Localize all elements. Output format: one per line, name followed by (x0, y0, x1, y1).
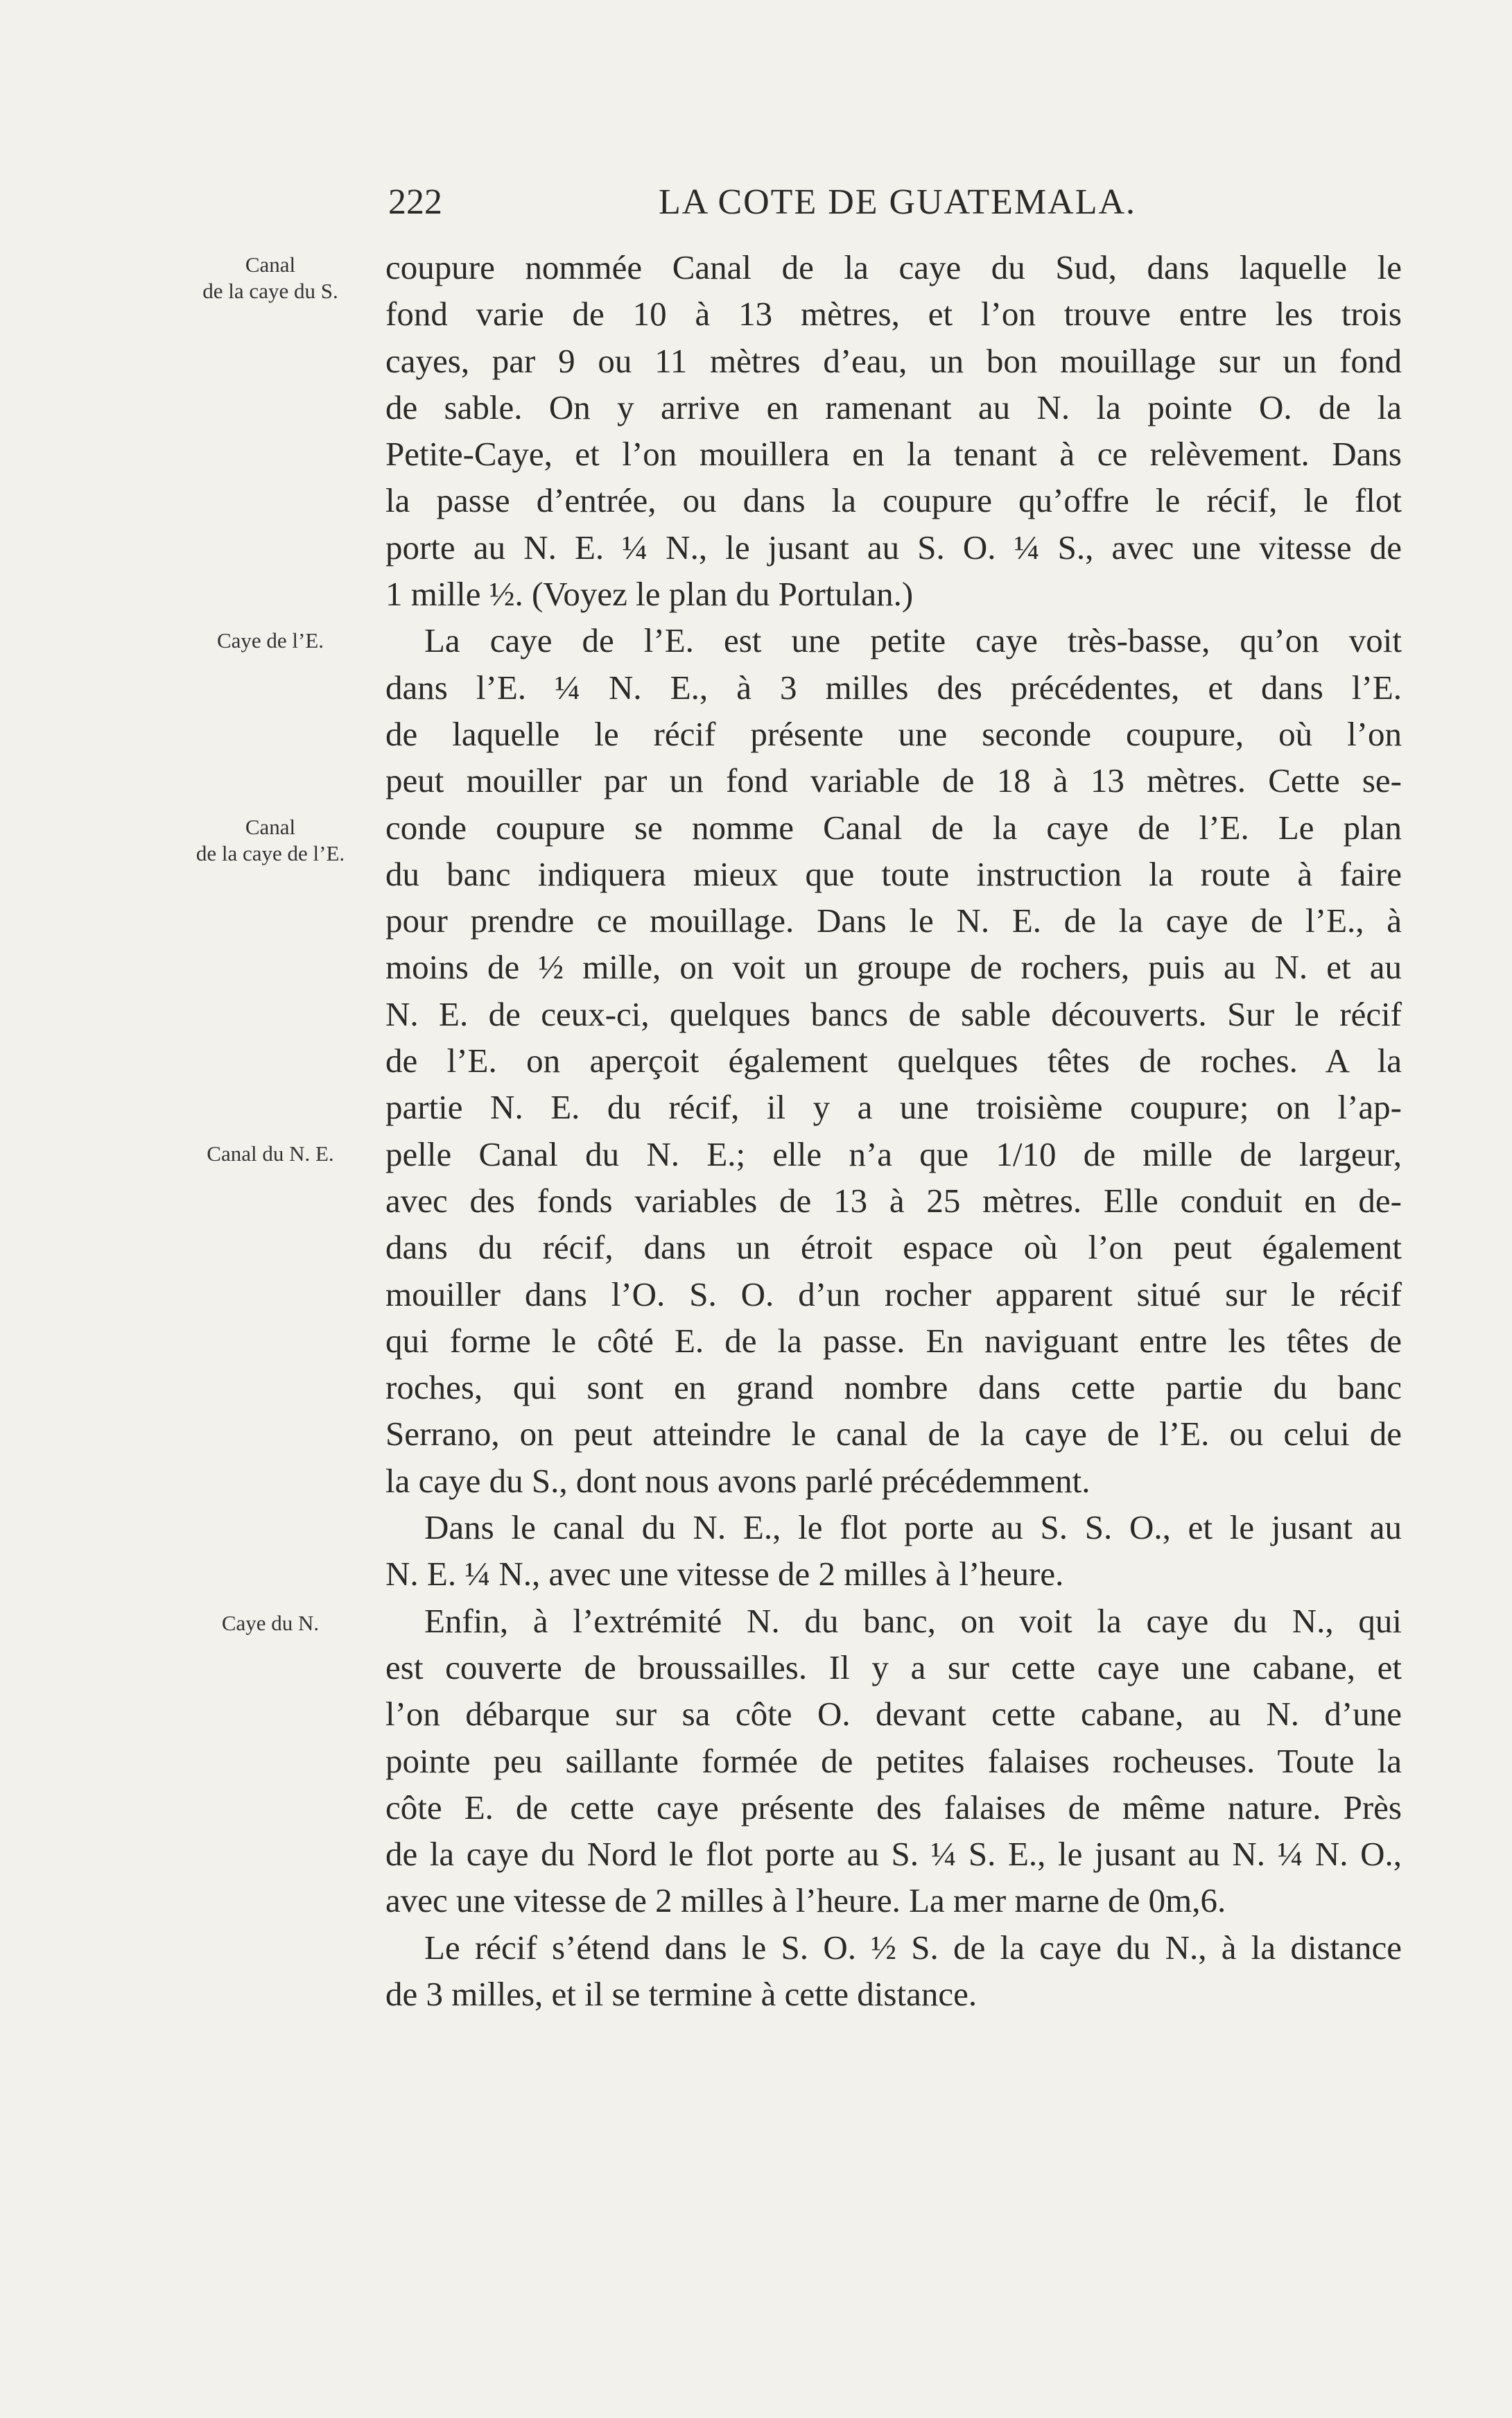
text-line: la caye du S., dont nous avons parlé précédemment. (385, 1461, 1090, 1500)
text-line: dans du récif, dans un étroit espace où l’on peut également (385, 1228, 1402, 1267)
text-line: N. E. de ceux-ci, quelques bancs de sable découverts. Sur le récif (385, 994, 1402, 1033)
text-line: la passe d’entrée, ou dans la coupure qu’offre le récif, le flot (385, 481, 1402, 520)
body-text (385, 244, 1402, 2017)
text-line: mouiller dans l’O. S. O. d’un rocher apparent situé sur le récif (385, 1275, 1402, 1313)
margin-note-caye-nord (156, 1610, 385, 1637)
text-line: Dans le canal du N. E., le flot porte au S. S. O., et le jusant au (424, 1508, 1402, 1547)
page-header (388, 182, 1400, 223)
margin-note-canal-caye-sud (156, 252, 385, 304)
text-line: partie N. E. du récif, il y a une troisième coupure; on l’ap- (385, 1088, 1402, 1127)
text-line: pointe peu saillante formée de petites falaises rocheuses. Toute la (385, 1741, 1402, 1780)
text-line: de 3 milles, et il se termine à cette distance. (385, 1974, 977, 2013)
margin-note-caye-est (156, 628, 385, 654)
text-line: Serrano, on peut atteindre le canal de la caye de l’E. ou celui de (385, 1415, 1402, 1453)
text-line: pelle Canal du N. E.; elle n’a que 1/10 de mille de largeur, (385, 1134, 1402, 1173)
text-line: moins de ½ mille, on voit un groupe de rochers, puis au N. et au (385, 948, 1402, 987)
text-line: l’on débarque sur sa côte O. devant cette cabane, au N. d’une (385, 1695, 1402, 1734)
margin-note-line: Canal (245, 815, 296, 839)
text-line: N. E. ¼ N., avec une vitesse de 2 milles à l’heure. (385, 1555, 1064, 1594)
text-line: de l’E. on aperçoit également quelques têtes de roches. A la (385, 1042, 1402, 1080)
margin-note-line: Canal du N. E. (207, 1141, 334, 1166)
text-line: côte E. de cette caye présente des falaises de même nature. Près (385, 1788, 1402, 1827)
margin-note-line: de la caye du S. (202, 279, 338, 303)
text-line: La caye de l’E. est une petite caye très-basse, qu’on voit (424, 621, 1402, 660)
text-line: Le récif s’étend dans le S. O. ½ S. de la caye du N., à la distance (424, 1928, 1402, 1967)
text-line: dans l’E. ¼ N. E., à 3 milles des précédentes, et dans l’E. (385, 668, 1402, 707)
text-line: Enfin, à l’extrémité N. du banc, on voit la caye du N., qui (424, 1601, 1402, 1640)
text-line: du banc indiquera mieux que toute instruction la route à faire (385, 854, 1402, 893)
text-line: avec une vitesse de 2 milles à l’heure. La mer marne de 0m,6. (385, 1881, 1226, 1920)
margin-note-line: Caye de l’E. (216, 628, 324, 653)
margin-note-line: de la caye de l’E. (195, 841, 345, 865)
text-line: porte au N. E. ¼ N., le jusant au S. O. ¼ S., avec une vitesse de (385, 528, 1402, 567)
text-line: roches, qui sont en grand nombre dans cette partie du banc (385, 1368, 1402, 1407)
text-line: coupure nommée Canal de la caye du Sud, dans laquelle le (385, 248, 1402, 286)
text-line: qui forme le côté E. de la passe. En naviguant entre les têtes de (385, 1321, 1402, 1360)
text-line: fond varie de 10 à 13 mètres, et l’on trouve entre les trois (385, 295, 1402, 334)
margin-note-line: Canal (245, 252, 296, 277)
text-line: de laquelle le récif présente une seconde coupure, où l’on (385, 714, 1402, 753)
text-line: 1 mille ½. (Voyez le plan du Portulan.) (385, 575, 914, 614)
page-number: 222 (388, 182, 442, 222)
text-line: cayes, par 9 ou 11 mètres d’eau, un bon mouillage sur un fond (385, 341, 1402, 380)
text-line: Petite-Caye, et l’on mouillera en la tenant à ce relèvement. Dans (385, 435, 1402, 474)
text-line: avec des fonds variables de 13 à 25 mètres. Elle conduit en de- (385, 1181, 1402, 1220)
text-line: pour prendre ce mouillage. Dans le N. E. de la caye de l’E., à (385, 901, 1402, 940)
margin-note-canal-ne (156, 1141, 385, 1167)
margin-note-canal-caye-est (156, 814, 385, 867)
text-line: de la caye du Nord le flot porte au S. ¼ S. E., le jusant au N. ¼ N. O., (385, 1835, 1402, 1874)
text-line: de sable. On y arrive en ramenant au N. la pointe O. de la (385, 388, 1402, 426)
margin-note-line: Caye du N. (221, 1611, 320, 1635)
running-title: LA COTE DE GUATEMALA. (659, 182, 1137, 222)
text-line: est couverte de broussailles. Il y a sur cette caye une cabane, et (385, 1648, 1402, 1686)
text-line: peut mouiller par un fond variable de 18 à 13 mètres. Cette se- (385, 761, 1402, 800)
text-line: conde coupure se nomme Canal de la caye de l’E. Le plan (385, 808, 1402, 847)
